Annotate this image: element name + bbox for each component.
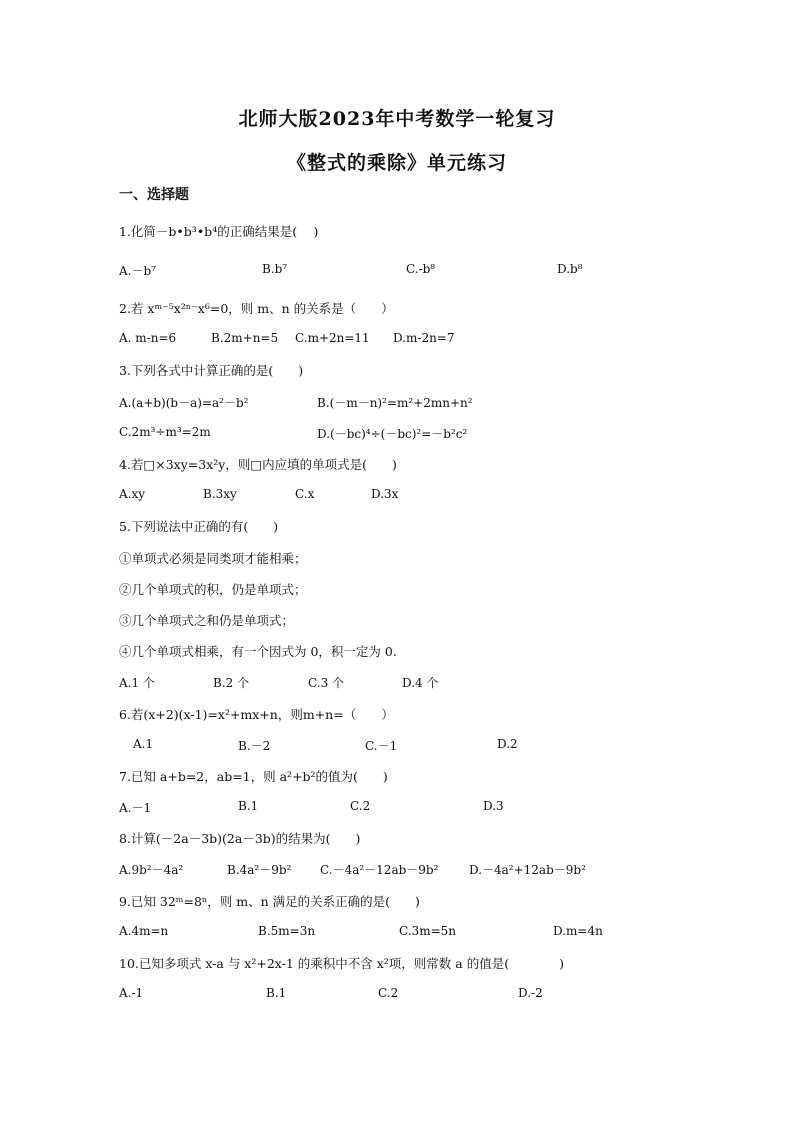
question-8-stem: 8.计算(－2a－3b)(2a－3b)的结果为( ) [119,831,361,846]
question-2-option-d: D.m-2n=7 [393,331,455,345]
document-subtitle: 《整式的乘除》单元练习 [286,152,507,174]
question-8-option-b: B.4a²－9b² [227,863,292,877]
question-1-stem: 1.化简－b•b³•b⁴的正确结果是( ) [119,224,319,239]
question-7-option-c: C.2 [350,799,371,813]
question-10-option-d: D.-2 [518,986,543,1000]
document-title: 北师大版2023年中考数学一轮复习 [238,108,556,130]
question-8-option-c: C.－4a²－12ab－9b² [320,863,439,877]
section-heading: 一、选择题 [119,187,189,203]
question-5-option-d: D.4 个 [402,676,439,690]
question-2-option-b: B.2m+n=5 [211,331,279,345]
question-6-option-d: D.2 [497,737,518,751]
question-8-option-a: A.9b²－4a² [119,863,184,877]
question-5-statement-2: ②几个单项式的积，仍是单项式； [119,582,307,597]
question-1-option-d: D.b⁸ [557,262,583,276]
question-7-stem: 7.已知 a+b=2，ab=1，则 a²+b²的值为( ) [119,769,388,784]
question-8-option-d: D.－4a²+12ab－9b² [469,863,586,877]
question-1-option-a: A.－b⁷ [119,264,156,278]
question-5-statement-1: ①单项式必须是同类项才能相乘； [119,551,307,566]
question-10-option-a: A.-1 [119,986,144,1000]
question-7-option-d: D.3 [483,799,504,813]
question-7-option-a: A.－1 [119,801,152,815]
question-2-stem: 2.若 xᵐ⁻⁵x²ⁿ⁻x⁶=0，则 m、n 的关系是（ ） [119,301,394,316]
question-1-option-c: C.-b⁸ [406,262,436,276]
question-5-option-a: A.1 个 [119,676,155,690]
question-6-option-a: A.1 [133,737,154,751]
question-4-option-a: A.xy [119,487,146,501]
question-5-statement-3: ③几个单项式之和仍是单项式； [119,613,295,628]
question-5-option-c: C.3 个 [308,676,345,690]
question-6-option-b: B.－2 [238,739,271,753]
question-2-option-c: C.m+2n=11 [295,331,370,345]
question-6-stem: 6.若(x+2)(x-1)=x²+mx+n，则m+n=（ ） [119,707,394,722]
question-3-option-b: B.(－m－n)²=m²+2mn+n² [317,396,473,410]
question-7-option-b: B.1 [238,799,259,813]
question-5-statement-4: ④几个单项式相乘，有一个因式为 0，积一定为 0. [119,644,397,659]
question-6-option-c: C.－1 [365,739,398,753]
question-2-option-a: A. m-n=6 [119,331,177,345]
question-3-option-d: D.(－bc)⁴÷(－bc)²=－b²c² [317,427,468,441]
question-10-stem: 10.已知多项式 x-a 与 x²+2x-1 的乘积中不含 x²项，则常数 a 的值是( ) [119,956,564,971]
question-5-option-b: B.2 个 [213,676,250,690]
question-3-stem: 3.下列各式中计算正确的是( ) [119,363,304,378]
question-1-option-b: B.b⁷ [262,262,288,276]
question-10-option-c: C.2 [378,986,399,1000]
question-9-option-c: C.3m=5n [399,924,456,938]
question-3-option-c: C.2m³÷m³=2m [119,425,211,439]
question-9-option-d: D.m=4n [553,924,603,938]
question-4-option-b: B.3xy [203,487,237,501]
question-5-stem: 5.下列说法中正确的有( ) [119,519,279,534]
question-4-option-c: C.x [295,487,315,501]
question-9-option-a: A.4m=n [119,924,169,938]
question-9-stem: 9.已知 32ᵐ=8ⁿ，则 m、n 满足的关系正确的是( ) [119,894,420,909]
question-4-stem: 4.若□×3xy=3x²y，则□内应填的单项式是( ) [119,457,397,472]
question-9-option-b: B.5m=3n [258,924,316,938]
question-10-option-b: B.1 [266,986,287,1000]
question-4-option-d: D.3x [371,487,399,501]
question-3-option-a: A.(a+b)(b－a)=a²－b² [119,396,249,410]
